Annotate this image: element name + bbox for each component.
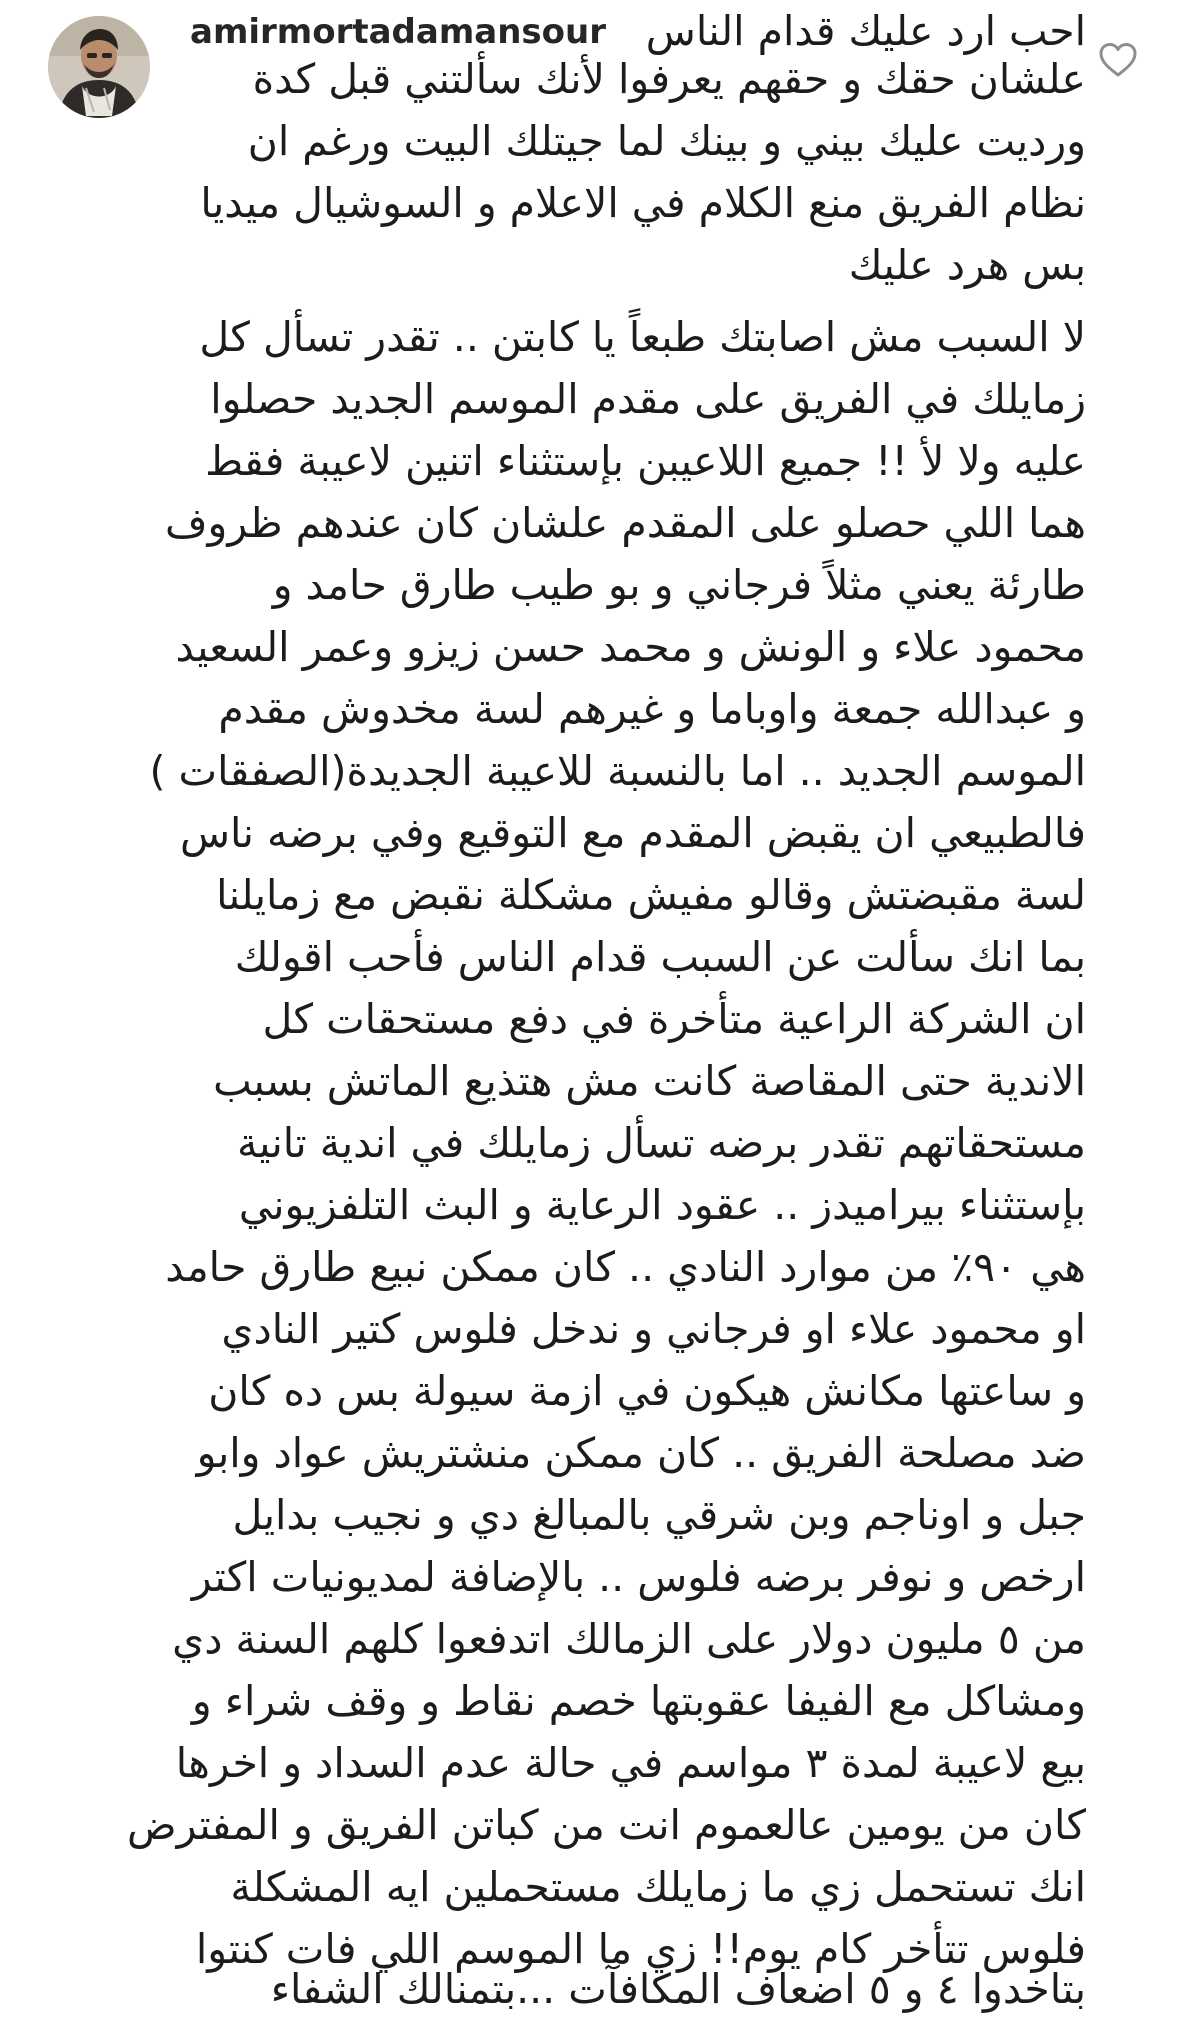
comment-line: نظام الفريق منع الكلام في الاعلام و السوشيال ميديا	[200, 179, 1086, 227]
comment-line: كان من يومين عالعموم انت من كباتن الفريق و المفترض	[127, 1801, 1086, 1849]
comment-line: الاندية حتى المقاصة كانت مش هتذيع الماتش بسبب	[213, 1057, 1086, 1105]
comment-line: انك تستحمل زي ما زمايلك مستحملين ايه المشكلة	[230, 1863, 1086, 1911]
comment-line: ورديت عليك بيني و بينك لما جيتلك البيت ورغم ان	[247, 117, 1086, 165]
comment-line: جبل و اوناجم وبن شرقي بالمبالغ دي و نجيب بدايل	[232, 1491, 1086, 1539]
heart-outline-icon	[1098, 42, 1138, 78]
comment-line: ضد مصلحة الفريق .. كان ممكن منشتريش عواد وابو	[196, 1429, 1086, 1477]
comment-line: لسة مقبضتش وقالو مفيش مشكلة نقبض مع زمايلنا	[216, 871, 1086, 919]
profile-photo-icon	[48, 16, 150, 118]
comment-line: هي ٩٠٪ من موارد النادي .. كان ممكن نبيع طارق حامد	[165, 1243, 1086, 1291]
comment-line: مستحقاتهم تقدر برضه تسأل زمايلك في اندية تانية	[237, 1119, 1086, 1167]
like-button[interactable]	[1098, 42, 1138, 78]
comment-line: و ساعتها مكانش هيكون في ازمة سيولة بس ده كان	[208, 1367, 1086, 1415]
comment-line: بيع لاعيبة لمدة ٣ مواسم في حالة عدم السداد و اخرها	[175, 1739, 1086, 1787]
comment-line: و عبدالله جمعة واوباما و غيرهم لسة مخدوش مقدم	[218, 685, 1086, 733]
comment-line: من ٥ مليون دولار على الزمالك اتدفعوا كلهم السنة دي	[172, 1615, 1086, 1663]
comment-line: الموسم الجديد .. اما بالنسبة للاعيبة الجديدة(الصفقات )	[149, 747, 1086, 795]
comment-line: بإستثناء بيراميدز .. عقود الرعاية و البث التلفزيوني	[238, 1181, 1086, 1229]
comment-line: محمود علاء و الونش و محمد حسن زيزو وعمر السعيد	[175, 623, 1086, 671]
comment-line: علشان حقك و حقهم يعرفوا لأنك سألتني قبل كدة	[252, 55, 1086, 103]
comment-line: بس هرد عليك	[848, 241, 1086, 289]
comment-line: فالطبيعي ان يقبض المقدم مع التوقيع وفي برضه ناس	[179, 809, 1086, 857]
comment-first-line: احب ارد عليك قدام الناس	[645, 7, 1086, 55]
username[interactable]: amirmortadamansour	[190, 12, 606, 52]
comment-line: طارئة يعني مثلاً فرجاني و بو طيب طارق حامد و	[272, 561, 1086, 609]
comment-line: ارخص و نوفر برضه فلوس .. بالإضافة لمديونيات اكتر	[191, 1553, 1086, 1601]
comment-line: بتاخدوا ٤ و ٥ اضعاف المكافآت ...بتمنالك الشفاء	[270, 1965, 1086, 2013]
comment-line: فلوس تتأخر كام يوم!! زي ما الموسم اللي فات كنتوا	[195, 1925, 1086, 1973]
avatar[interactable]	[48, 16, 150, 118]
comment-line: هما اللي حصلو على المقدم علشان كان عندهم ظروف	[165, 499, 1086, 547]
comment-body	[127, 0, 1086, 2021]
comment-line: او محمود علاء او فرجاني و ندخل فلوس كتير النادي	[221, 1305, 1086, 1353]
comment-line: لا السبب مش اصابتك طبعاً يا كابتن .. تقدر تسأل كل	[199, 313, 1086, 361]
comment-line: ان الشركة الراعية متأخرة في دفع مستحقات كل	[262, 995, 1086, 1043]
comment-line: عليه ولا لأ !! جميع اللاعيبن بإستثناء اتنين لاعيبة فقط	[205, 437, 1086, 485]
comment-line: زمايلك في الفريق على مقدم الموسم الجديد حصلوا	[210, 375, 1086, 423]
comment-line: بما انك سألت عن السبب قدام الناس فأحب اقولك	[234, 933, 1086, 981]
comment-line: ومشاكل مع الفيفا عقوبتها خصم نقاط و وقف شراء و	[191, 1677, 1086, 1725]
